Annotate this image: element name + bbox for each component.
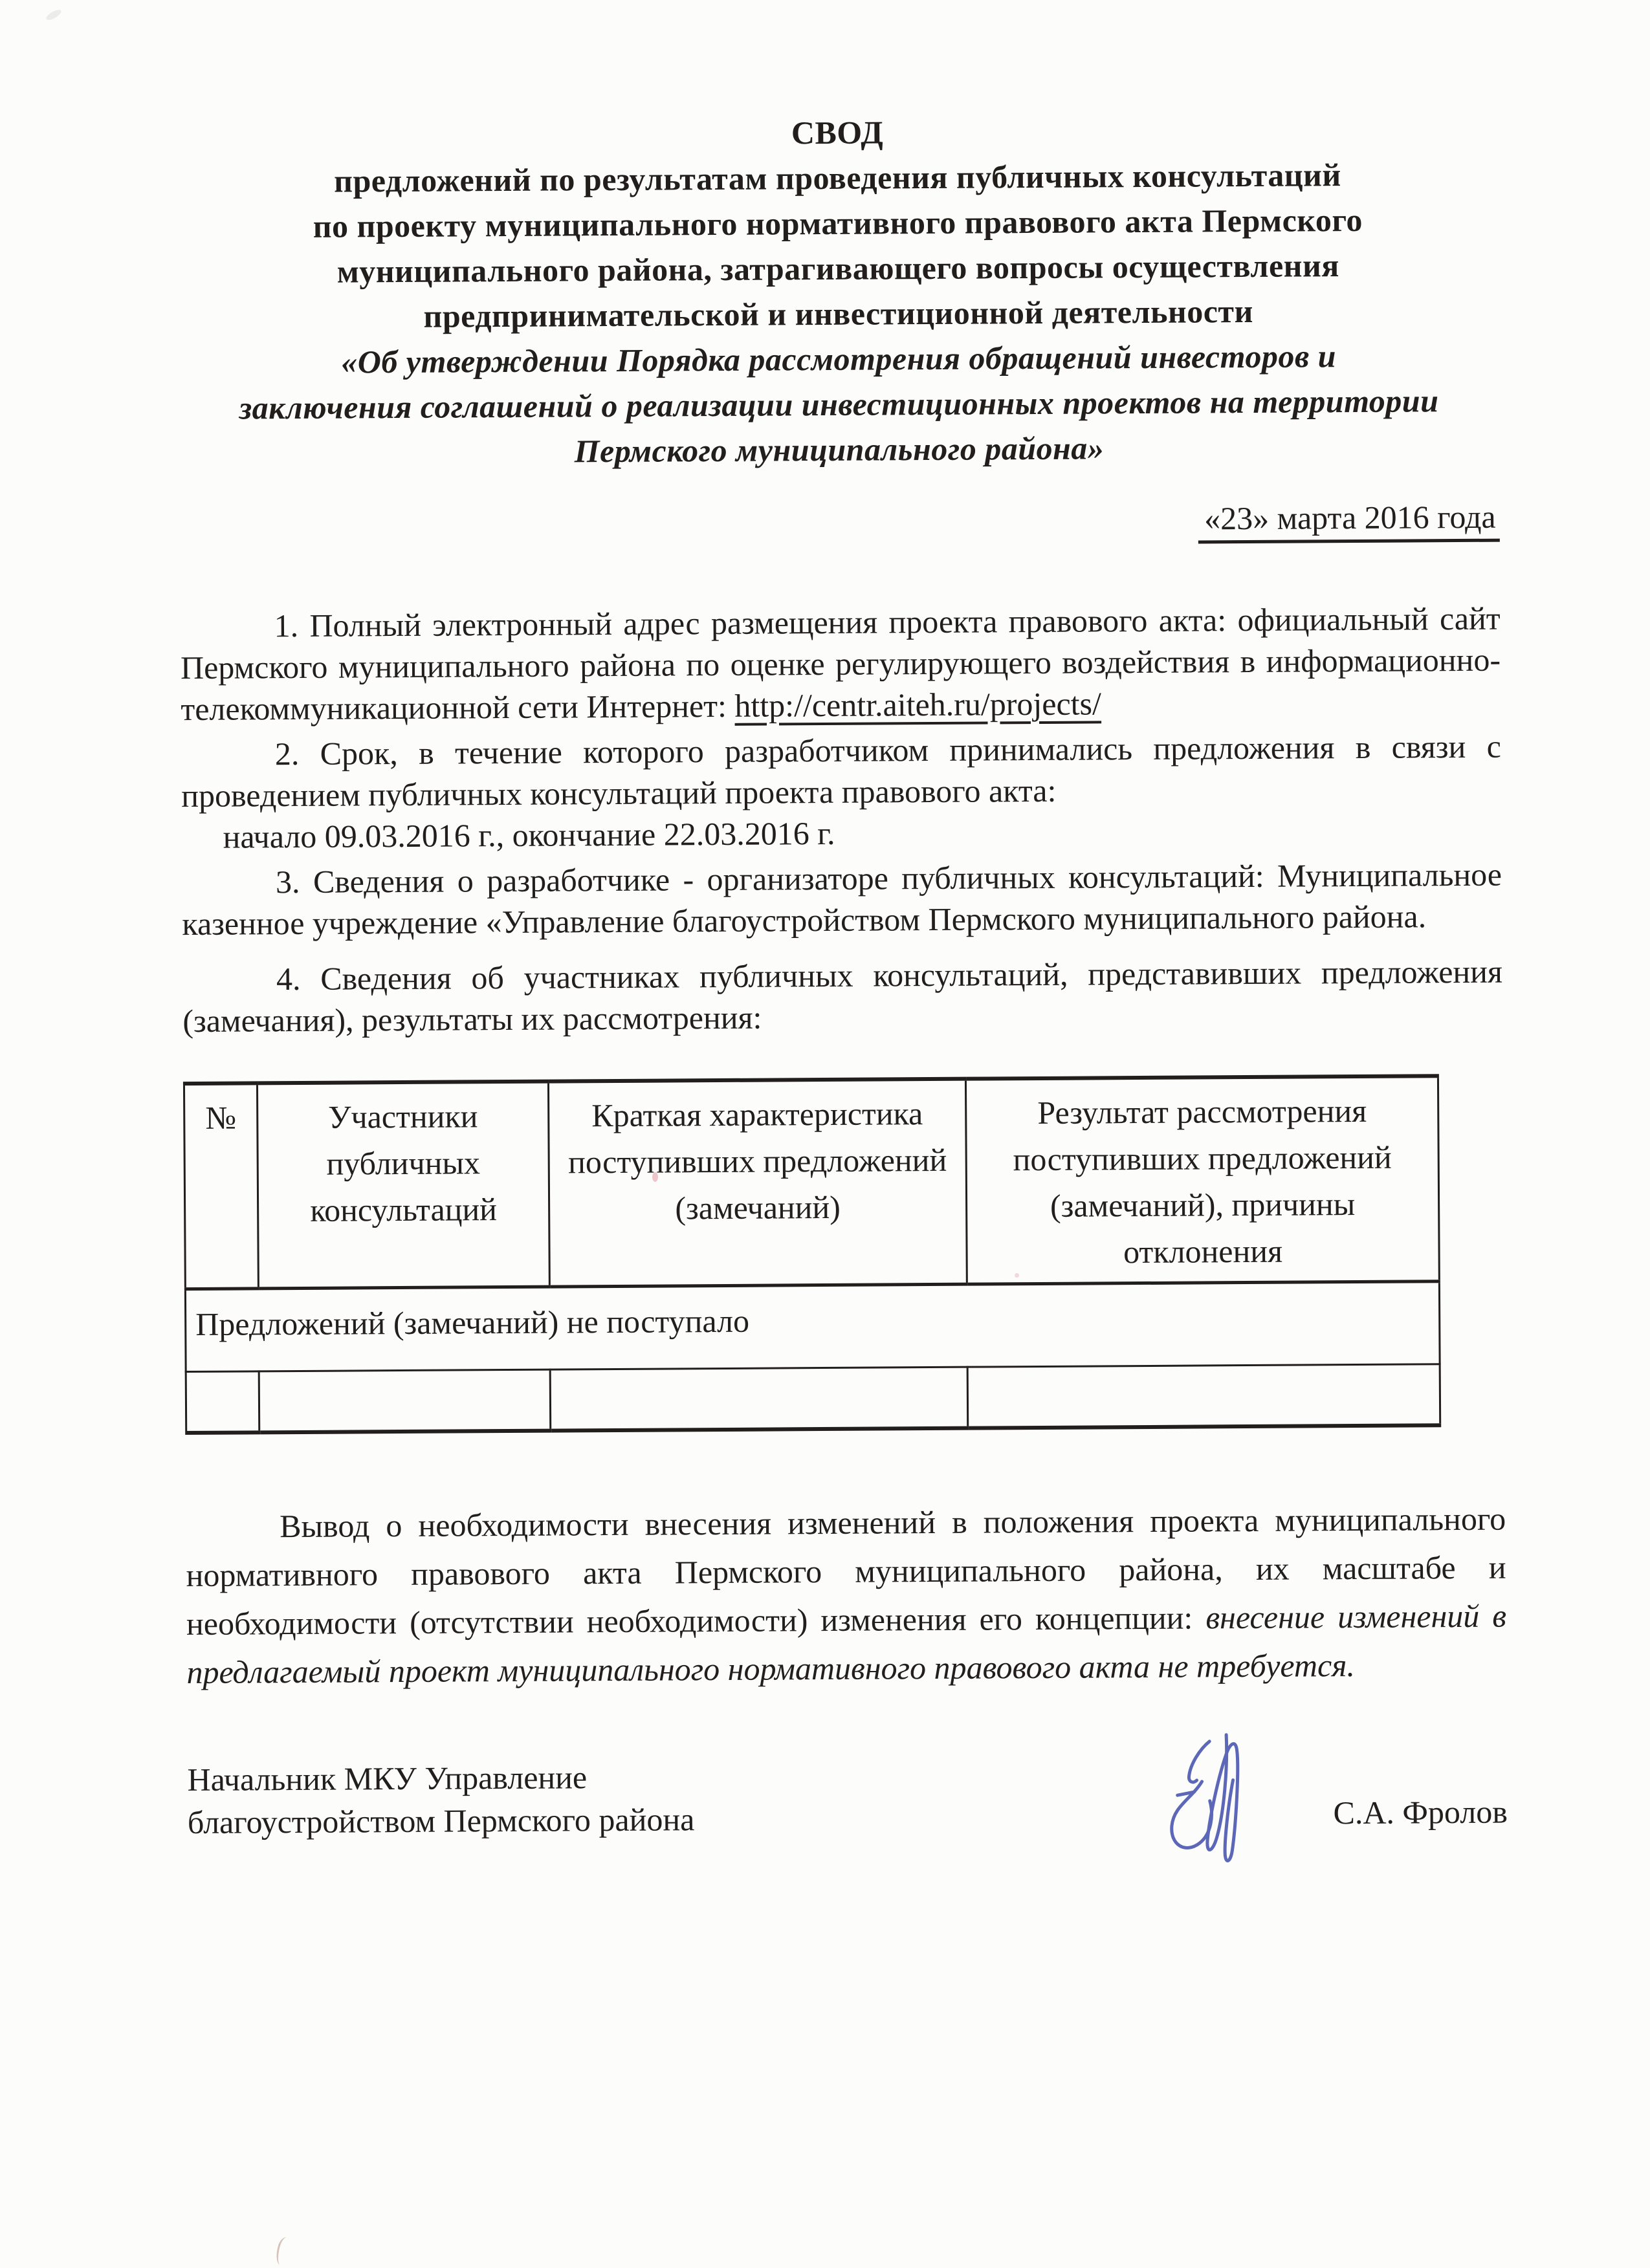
document-date bbox=[179, 497, 1499, 544]
conclusion-paragraph bbox=[186, 1494, 1507, 1696]
project-url-text: http://centr.aiteh.ru/projects/ bbox=[734, 685, 1102, 724]
title-line: муниципального района, затрагивающего вопросы осуществления bbox=[336, 247, 1340, 290]
signature-position bbox=[187, 1750, 1508, 1843]
no-proposals-cell: Предложений (замечаний) не поступало bbox=[185, 1281, 1440, 1372]
paragraph-1 bbox=[180, 598, 1501, 730]
empty-cell bbox=[259, 1369, 551, 1432]
signature-name: С.А. Фролов bbox=[1333, 1793, 1508, 1831]
signature-block bbox=[187, 1750, 1508, 1926]
empty-cell bbox=[550, 1367, 968, 1430]
paragraph-4: 4. Сведения об участниках публичных консультаций, представивших предложения (замечания), результаты их рассмотрения: bbox=[182, 953, 1503, 1040]
signature-position-line2: благоустройством Пермского района bbox=[187, 1800, 695, 1840]
title-line-italic: Пермского муниципального района» bbox=[574, 430, 1105, 470]
title-line-italic: «Об утверждении Порядка рассмотрения обращений инвесторов и bbox=[341, 338, 1337, 380]
empty-cell bbox=[967, 1364, 1440, 1428]
empty-cell bbox=[186, 1371, 259, 1433]
conclusion-italic-text: внесение изменений в предлагаемый проект муниципального нормативного правового акта не требуется. bbox=[186, 1597, 1507, 1690]
title-line-italic: заключения соглашений о реализации инвестиционных проектов на территории bbox=[239, 382, 1439, 426]
no-proposals-row bbox=[185, 1281, 1440, 1372]
title-line: по проекту муниципального нормативного правового акта Пермского bbox=[313, 201, 1363, 245]
title-line: СВОД bbox=[791, 114, 884, 151]
table-header-results: Результат рассмотрения поступивших предложений (замечаний), причины отклонения bbox=[965, 1076, 1439, 1284]
document-title bbox=[177, 106, 1499, 476]
handwritten-signature bbox=[1164, 1727, 1278, 1875]
paragraph-2: 2. Срок, в течение которого разработчиком принимались предложения в связи с проведением публичных консультаций проекта правового акта: bbox=[181, 728, 1501, 814]
paragraph-2-dates: начало 09.03.2016 г., окончание 22.03.2016 г. bbox=[223, 814, 835, 855]
paragraph-3: 3. Сведения о разработчике - организаторе публичных консультаций: Муниципальное казенное учреждение «Управление благоустройством Пермского муниципального района. bbox=[182, 856, 1502, 943]
conclusion-normal-text: Вывод о необходимости внесения изменений в положения проекта муниципального нормативного правового акта Пермского муниципального района, их масштабе и необходимости (отсутствии необходимости) изменения его концепции: bbox=[186, 1500, 1506, 1642]
empty-table-row bbox=[186, 1364, 1440, 1433]
table-header-number: № bbox=[184, 1083, 258, 1289]
scan-pen-mark bbox=[274, 2236, 294, 2267]
table-header-proposals: Краткая характеристика поступивших предложений (замечаний) bbox=[548, 1079, 967, 1287]
title-line: предпринимательской и инвестиционной деятельности bbox=[423, 292, 1254, 334]
consultations-table bbox=[183, 1074, 1441, 1434]
document-date-text: «23» марта 2016 года bbox=[1198, 499, 1500, 544]
signature-position-line1: Начальник МКУ Управление bbox=[187, 1758, 588, 1798]
paragraph-1-text: 1. Полный электронный адрес размещения проекта правового акта: официальный сайт Пермского муниципального района по оценке регулирующего воздействия в информационно-телекоммуникационной сети Интернет: bbox=[180, 600, 1501, 728]
table-header-row bbox=[184, 1076, 1439, 1289]
table-header-participants: Участники публичных консультаций bbox=[257, 1082, 549, 1289]
title-line: предложений по результатам проведения публичных консультаций bbox=[333, 157, 1341, 199]
